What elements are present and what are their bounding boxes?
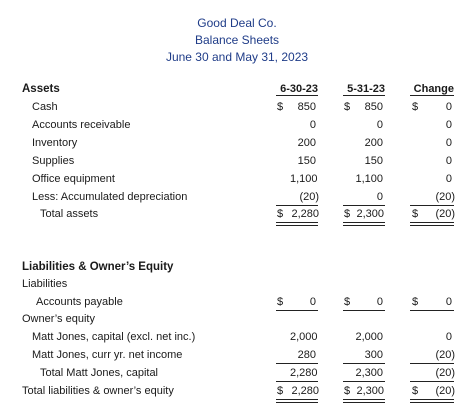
table-row <box>0 330 474 348</box>
table-row <box>0 348 474 366</box>
subtotal-rule <box>276 310 318 311</box>
assets-heading: Assets <box>22 83 60 95</box>
double-rule <box>276 222 318 226</box>
double-rule <box>276 399 318 403</box>
row-label: Cash <box>32 101 58 113</box>
value-6-30-23: 2,000 <box>290 331 318 343</box>
table-row <box>0 172 474 190</box>
double-rule <box>410 222 454 226</box>
value-6-30-23: 280 <box>297 349 316 361</box>
subtotal-rule <box>410 363 454 364</box>
col-header-change: Change <box>410 83 454 96</box>
liabilities-subheading: Liabilities <box>22 278 68 290</box>
table-row <box>0 190 474 208</box>
value-change: (20) <box>435 191 455 203</box>
double-rule <box>343 222 385 226</box>
section-subheading-row <box>0 312 474 330</box>
subtotal-rule <box>276 381 318 382</box>
section-heading-row <box>0 260 474 278</box>
liabilities-equity-heading: Liabilities & Owner’s Equity <box>22 261 174 273</box>
value-6-30-23: 150 <box>297 155 316 167</box>
value-5-31-23: 2,300 <box>355 367 383 379</box>
table-row <box>0 295 474 313</box>
value-5-31-23: 850 <box>364 101 383 113</box>
value-5-31-23: 150 <box>364 155 383 167</box>
value-change: 0 <box>445 296 452 308</box>
statement-period: June 30 and May 31, 2023 <box>165 50 309 64</box>
currency-sign: $ <box>277 385 284 397</box>
row-label: Matt Jones, curr yr. net income <box>32 349 183 361</box>
value-5-31-23: 2,300 <box>356 385 384 397</box>
company-name: Good Deal Co. <box>197 16 277 30</box>
value-6-30-23: 2,280 <box>291 208 319 220</box>
value-5-31-23: 2,000 <box>355 331 383 343</box>
table-row <box>0 100 474 118</box>
table-row <box>0 366 474 384</box>
currency-sign: $ <box>277 296 284 308</box>
value-5-31-23: 300 <box>364 349 383 361</box>
value-5-31-23: 0 <box>376 191 383 203</box>
column-header-row <box>0 82 474 100</box>
row-label: Total Matt Jones, capital <box>40 367 159 379</box>
row-label: Accounts receivable <box>32 119 131 131</box>
row-label: Matt Jones, capital (excl. net inc.) <box>32 331 196 343</box>
row-label: Total liabilities & owner’s equity <box>22 385 174 397</box>
value-change: 0 <box>445 155 452 167</box>
value-6-30-23: 0 <box>309 296 316 308</box>
value-change: (20) <box>435 385 455 397</box>
currency-sign: $ <box>277 101 284 113</box>
table-row <box>0 136 474 154</box>
value-change: 0 <box>445 173 452 185</box>
currency-sign: $ <box>412 208 419 220</box>
value-change: 0 <box>445 101 452 113</box>
value-6-30-23: 2,280 <box>290 367 318 379</box>
col-header-6-30-23: 6-30-23 <box>276 83 318 96</box>
table-row <box>0 384 474 402</box>
statement-title: Balance Sheets <box>194 33 280 47</box>
row-label: Accounts payable <box>36 296 123 308</box>
value-change: (20) <box>435 208 455 220</box>
subtotal-rule <box>343 310 385 311</box>
section-subheading-row <box>0 277 474 295</box>
owners-equity-subheading: Owner’s equity <box>22 313 95 325</box>
subtotal-rule <box>343 363 385 364</box>
subtotal-rule <box>410 381 454 382</box>
row-label: Total assets <box>40 208 99 220</box>
value-change: (20) <box>435 367 455 379</box>
table-row <box>0 118 474 136</box>
currency-sign: $ <box>412 101 419 113</box>
table-row <box>0 207 474 225</box>
currency-sign: $ <box>344 208 351 220</box>
value-6-30-23: 200 <box>297 137 316 149</box>
subtotal-rule <box>276 363 318 364</box>
currency-sign: $ <box>277 208 284 220</box>
value-5-31-23: 200 <box>364 137 383 149</box>
value-change: 0 <box>445 331 452 343</box>
value-6-30-23: 2,280 <box>291 385 319 397</box>
subtotal-rule <box>343 381 385 382</box>
subtotal-rule <box>410 310 454 311</box>
value-5-31-23: 1,100 <box>355 173 383 185</box>
value-5-31-23: 0 <box>376 119 383 131</box>
table-row <box>0 154 474 172</box>
value-6-30-23: 1,100 <box>290 173 318 185</box>
row-label: Inventory <box>32 137 78 149</box>
currency-sign: $ <box>344 296 351 308</box>
currency-sign: $ <box>412 296 419 308</box>
col-header-5-31-23: 5-31-23 <box>343 83 385 96</box>
value-5-31-23: 0 <box>376 296 383 308</box>
subtotal-rule <box>276 205 318 206</box>
currency-sign: $ <box>412 385 419 397</box>
value-6-30-23: 850 <box>297 101 316 113</box>
row-label: Supplies <box>32 155 75 167</box>
double-rule <box>343 399 385 403</box>
row-label: Office equipment <box>32 173 115 185</box>
subtotal-rule <box>410 205 454 206</box>
currency-sign: $ <box>344 385 351 397</box>
subtotal-rule <box>343 205 385 206</box>
value-change: 0 <box>445 119 452 131</box>
double-rule <box>410 399 454 403</box>
value-change: 0 <box>445 137 452 149</box>
value-5-31-23: 2,300 <box>356 208 384 220</box>
value-6-30-23: (20) <box>299 191 319 203</box>
currency-sign: $ <box>344 101 351 113</box>
value-6-30-23: 0 <box>309 119 316 131</box>
row-label: Less: Accumulated depreciation <box>32 191 188 203</box>
value-change: (20) <box>435 349 455 361</box>
